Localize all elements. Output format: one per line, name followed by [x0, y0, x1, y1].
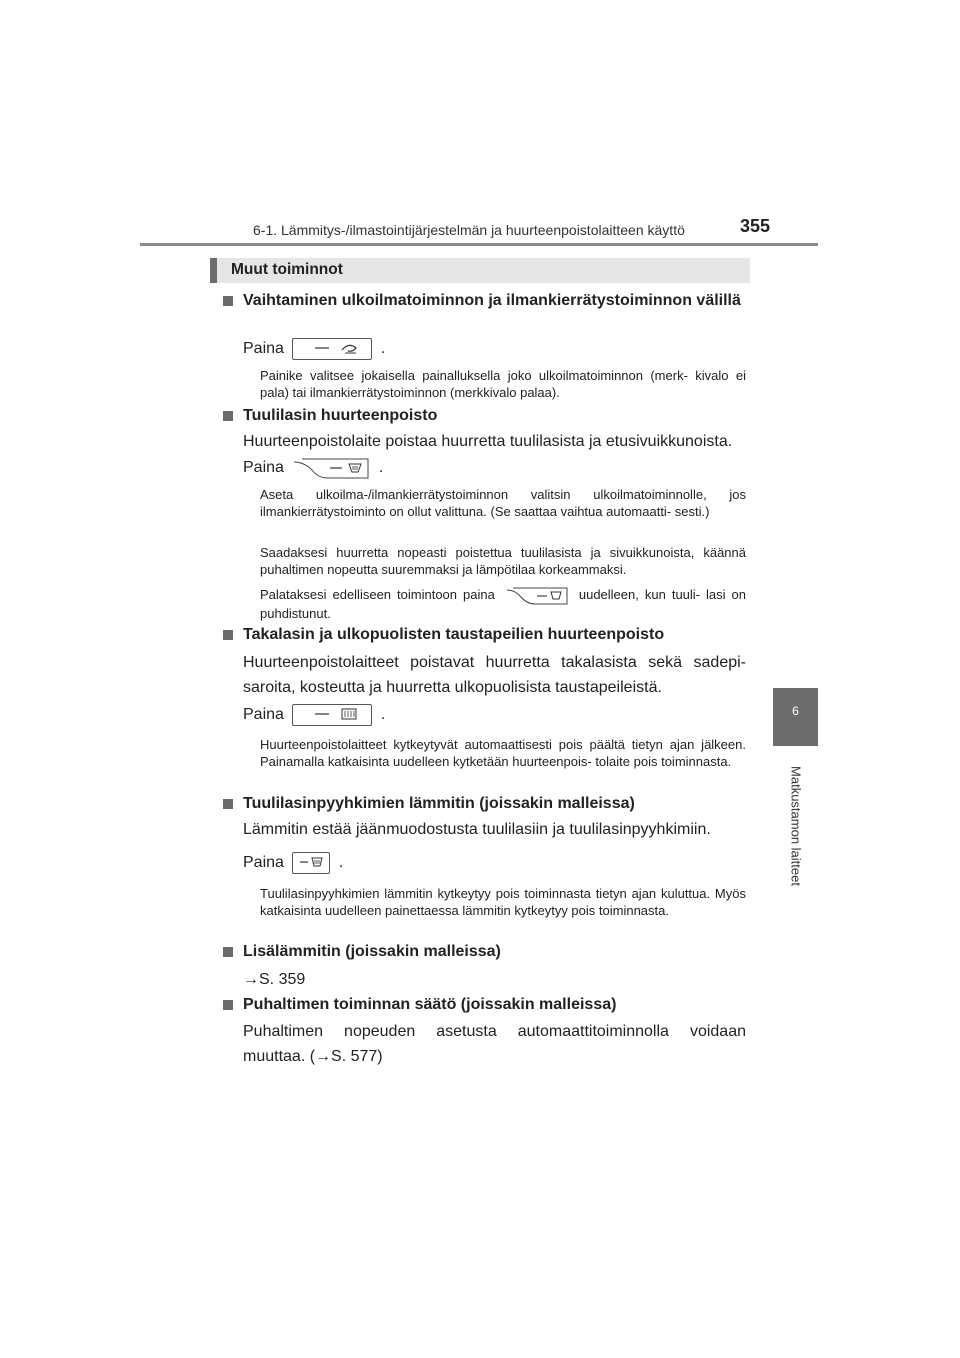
section-title-rear-defogger: Takalasin ja ulkopuolisten taustapeilien huurteenpoisto: [223, 624, 746, 646]
windshield-defogger-icon: [505, 587, 569, 607]
note-windshield-3: Palataksesi edelliseen toimintoon paina uudelleen, kun tuuli- lasi on puhdistunut.: [260, 587, 746, 621]
paina-line-2: Paina .: [243, 458, 383, 478]
section-title-wiper-deicer: Tuulilasinpyyhkimien lämmitin (joissakin malleissa): [223, 793, 746, 815]
wiper-deicer-button[interactable]: [292, 852, 330, 874]
bullet-square-icon: [223, 799, 233, 809]
bullet-square-icon: [223, 296, 233, 306]
note-windshield-2: Saadaksesi huurretta nopeasti poistettua tuulilasista ja sivuikkunoista, käännä puhaltimen nopeutta suuremmaksi ja lämpötilaa korkeammaksi.: [260, 545, 746, 577]
ref-auxiliary-heater[interactable]: →S. 359: [243, 971, 306, 988]
chapter-tab: [773, 688, 818, 746]
bullet-square-icon: [223, 411, 233, 421]
body-blower-adjust: Puhaltimen nopeuden asetusta automaattitoiminnolla voidaan muuttaa. (→S. 577): [243, 1023, 746, 1065]
chapter-side-label: [786, 756, 806, 896]
windshield-defogger-button-inline[interactable]: [505, 587, 569, 605]
section-title-windshield-defogger: Tuulilasin huurteenpoisto: [223, 405, 746, 427]
windshield-defogger-button[interactable]: [292, 458, 370, 478]
running-header: 6-1. Lämmitys-/ilmastointijärjestelmän ja huurteenpoistolaitteen käyttö: [253, 222, 685, 238]
section-box-title: [210, 258, 750, 283]
paina-line-4: Paina .: [243, 852, 343, 874]
header-divider: [140, 243, 818, 246]
box-title-text: Muut toiminnot: [231, 261, 343, 278]
chapter-title: Matkustamon laitteet: [788, 766, 804, 886]
note-wiper-deicer: Tuulilasinpyyhkimien lämmitin kytkeytyy pois toiminnasta tietyn ajan kuluttua. Myös katkaisinta uudelleen painettaessa lämmitin kytkeytyy pois toiminnasta.: [260, 886, 746, 918]
bullet-square-icon: [223, 1000, 233, 1010]
body-windshield-defogger: Huurteenpoistolaite poistaa huurretta tuulilasista ja etusivuikkunoista.: [243, 433, 733, 450]
bullet-square-icon: [223, 630, 233, 640]
note-rear-defogger: Huurteenpoistolaitteet kytkeytyvät automaattisesti pois päältä tietyn ajan jälkeen. Painamalla katkaisinta uudelleen kytketään huurteenpois- tolaite pois toiminnasta.: [260, 737, 746, 769]
recirculation-button[interactable]: [292, 338, 372, 360]
note-windshield-1: Aseta ulkoilma-/ilmankierrätystoiminnon valitsin ulkoilmatoiminnolle, jos ilmankierrätystoiminto on ollut valittuna. (Se saattaa vaihtua automaatti- sesti.): [260, 487, 746, 519]
wiper-deicer-icon: [293, 853, 329, 873]
paina-line-1: Paina .: [243, 338, 385, 360]
note-recirculation: Painike valitsee jokaisella painalluksella joko ulkoilmatoiminnon (merk- kivalo ei pala) tai ilmankierrätystoiminnon (merkkivalo palaa).: [260, 368, 746, 400]
section-title-blower-adjust: Puhaltimen toiminnan säätö (joissakin malleissa): [223, 994, 746, 1016]
rear-window-defogger-icon: [293, 705, 371, 725]
chapter-number: 6: [792, 704, 799, 718]
page-number: 355: [740, 216, 771, 236]
body-rear-defogger: Huurteenpoistolaitteet poistavat huurretta takalasista sekä sadepi- saroita, kosteutta ja huurretta ulkopuolisista taustapeileistä.: [243, 654, 746, 696]
windshield-defogger-icon: [292, 458, 370, 480]
recirculation-icon: [293, 339, 371, 359]
section-title-recirculation: Vaihtaminen ulkoilmatoiminnon ja ilmankierrätystoiminnon välillä: [223, 290, 746, 312]
section-title-auxiliary-heater: Lisälämmitin (joissakin malleissa): [223, 941, 746, 963]
body-wiper-deicer: Lämmitin estää jäänmuodostusta tuulilasiin ja tuulilasinpyyhkimiin.: [243, 821, 711, 838]
paina-line-3: Paina .: [243, 704, 385, 726]
bullet-square-icon: [223, 947, 233, 957]
rear-defogger-button[interactable]: [292, 704, 372, 726]
